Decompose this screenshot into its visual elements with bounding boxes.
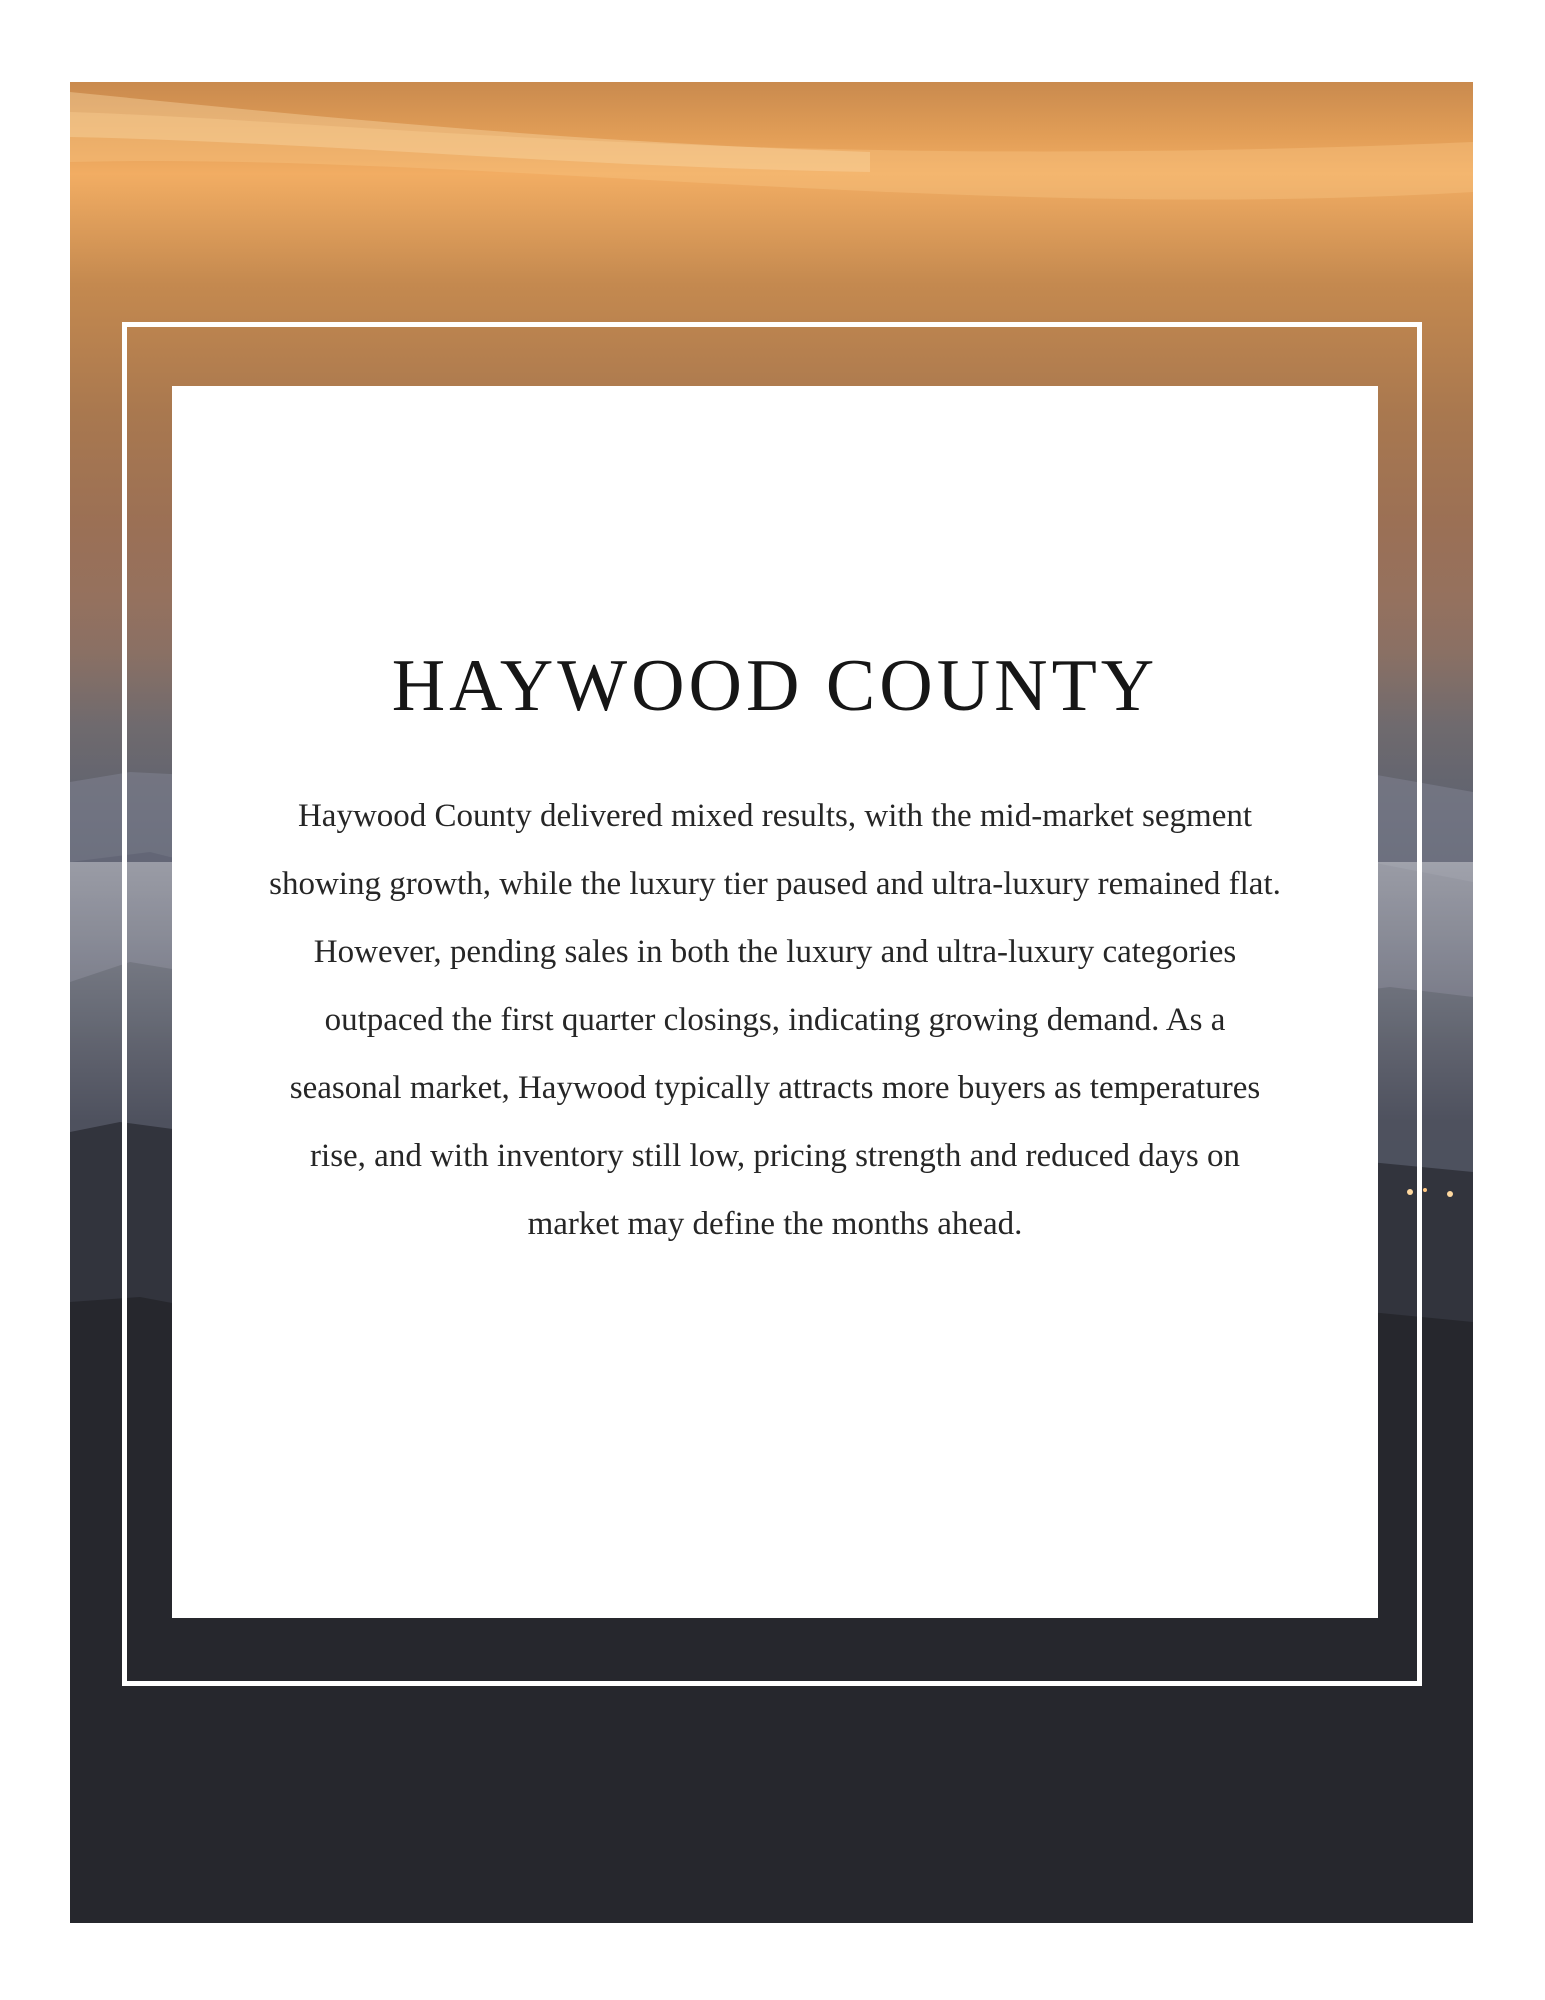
page-title: HAYWOOD COUNTY xyxy=(391,645,1159,727)
body-paragraph: Haywood County delivered mixed results, with the mid-market segment showing growth, while the luxury tier paused and ultra-luxury remained flat. However, pending sales in both the luxury and ultra-luxury categories outpaced the first quarter closings, indicating growing demand. As a seasonal market, Haywood typically attracts more buyers as temperatures rise, and with inventory still low, pricing strength and reduced days on market may define the months ahead. xyxy=(269,798,1281,1242)
content-card xyxy=(172,386,1378,1618)
